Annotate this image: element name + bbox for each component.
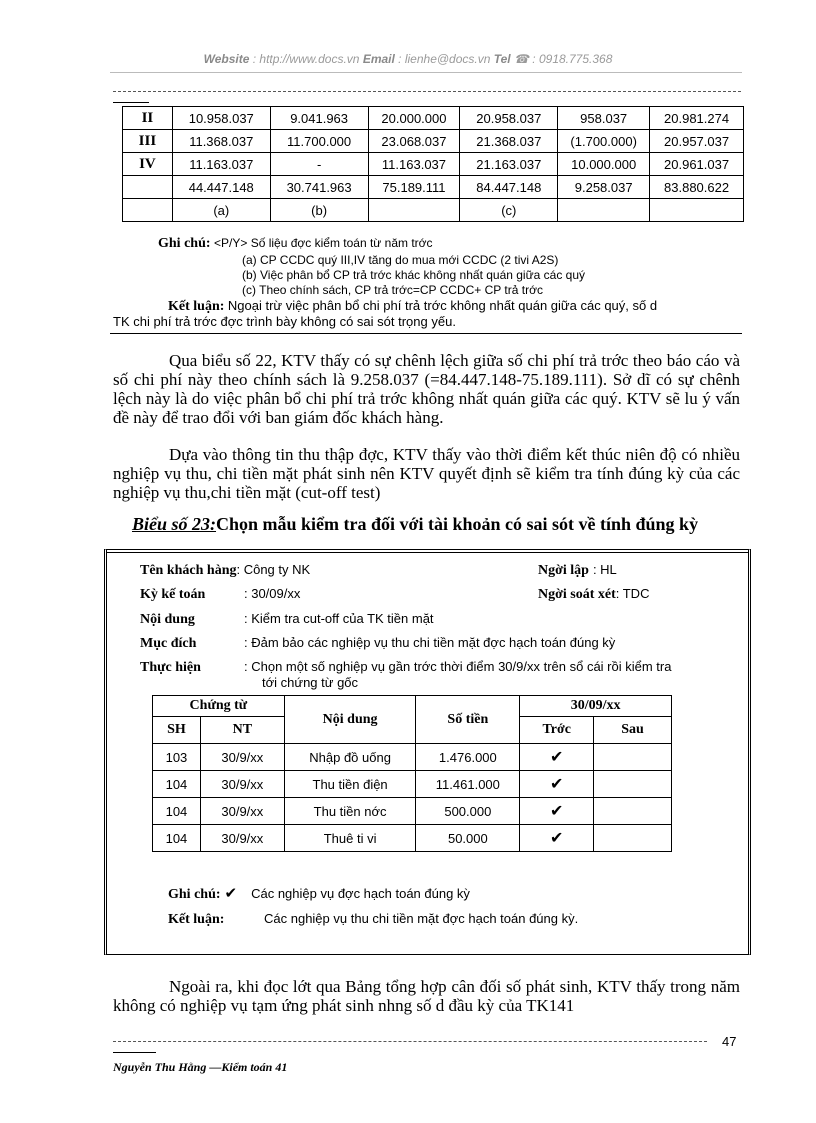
- expense-cell: 11.368.037: [172, 130, 270, 153]
- date-header: 30/09/xx: [520, 696, 672, 717]
- conclusion-line1: Ngoại trừ việc phân bổ chi phí trả trớc không nhất quán giữa các quý, số d: [227, 298, 658, 313]
- quarter-label: III: [123, 130, 173, 153]
- client-row: [140, 561, 310, 579]
- top-short-rule: [113, 102, 149, 103]
- reviewer-label: Ngời soát xét: [538, 587, 616, 602]
- expense-table: [122, 106, 744, 222]
- expense-cell: -: [270, 153, 368, 176]
- nt-header: NT: [200, 717, 284, 744]
- tel-value: : 0918.775.368: [532, 52, 613, 66]
- period-value: : 30/09/xx: [244, 586, 301, 601]
- sh-cell: 104: [153, 825, 201, 852]
- expense-cell: 84.447.148: [460, 176, 558, 199]
- quarter-label: [123, 199, 173, 222]
- tel-label: Tel: [493, 52, 511, 66]
- amount-cell: 50.000: [416, 825, 520, 852]
- before-check-cell: ✔: [520, 744, 594, 771]
- expense-cell: 10.000.000: [558, 153, 650, 176]
- amount-header: Số tiền: [416, 696, 520, 744]
- email-value[interactable]: : lienhe@docs.vn: [398, 52, 491, 66]
- footer-dash-line: [113, 1041, 707, 1042]
- figure-title-text: Chọn mẫu kiểm tra đối với tài khoản có sai sót về tính đúng kỳ: [216, 514, 699, 534]
- content-label: Nội dung: [140, 612, 195, 627]
- expense-cell: 9.041.963: [270, 107, 368, 130]
- expense-cell: 75.189.111: [368, 176, 460, 199]
- expense-cell: 11.163.037: [172, 153, 270, 176]
- expense-table-row: [123, 199, 744, 222]
- figure-number: Biểu số 23:: [132, 514, 217, 534]
- expense-table-row: [123, 107, 744, 130]
- expense-cell: 958.037: [558, 107, 650, 130]
- conclusion-line2: TK chi phí trả trớc đợc trình bày không có sai sót trọng yếu.: [113, 314, 456, 329]
- content-cell: Thu tiền điện: [284, 771, 416, 798]
- amount-cell: 1.476.000: [416, 744, 520, 771]
- expense-table-row: [123, 176, 744, 199]
- content-cell: Thu tiền nớc: [284, 798, 416, 825]
- expense-cell: (c): [460, 199, 558, 222]
- paragraph-3: Ngoài ra, khi đọc lớt qua Bảng tổng hợp cân đối số phát sinh, KTV thấy trong năm không có nghiệp vụ tạm ứng phát sinh nhng số d đầu kỳ của TK141: [113, 977, 740, 1015]
- after-header: Sau: [594, 717, 672, 744]
- cutoff-table-row: [153, 771, 672, 798]
- expense-cell: 20.958.037: [460, 107, 558, 130]
- content-cell: Nhập đồ uống: [284, 744, 416, 771]
- period-row: [140, 585, 300, 603]
- procedure-row: [140, 658, 671, 676]
- sh-cell: 104: [153, 798, 201, 825]
- client-value: : Công ty NK: [236, 562, 311, 577]
- note2-label: Ghi chú:: [168, 887, 221, 902]
- expense-cell: 11.163.037: [368, 153, 460, 176]
- before-check-cell: ✔: [520, 771, 594, 798]
- purpose-value: : Đảm bảo các nghiệp vụ thu chi tiền mặt đợc hạch toán đúng kỳ: [244, 635, 616, 650]
- content-value: : Kiểm tra cut-off của TK tiền mặt: [244, 611, 434, 626]
- expense-cell: 11.700.000: [270, 130, 368, 153]
- conclusion-1: [168, 298, 657, 315]
- expense-cell: 9.258.037: [558, 176, 650, 199]
- form-top-inner-rule: [107, 552, 748, 553]
- preparer-value: : HL: [592, 562, 617, 577]
- expense-cell: (1.700.000): [558, 130, 650, 153]
- note-item-c: (c) Theo chính sách, CP trả trớc=CP CCDC+ CP trả trớc: [242, 283, 543, 297]
- voucher-header: Chứng từ: [153, 696, 285, 717]
- expense-table-row: [123, 130, 744, 153]
- expense-cell: 10.958.037: [172, 107, 270, 130]
- after-check-cell: [594, 744, 672, 771]
- quarter-label: II: [123, 107, 173, 130]
- procedure-label: Thực hiện: [140, 660, 201, 675]
- expense-cell: 30.741.963: [270, 176, 368, 199]
- after-check-cell: [594, 798, 672, 825]
- client-label: Tên khách hàng: [140, 563, 237, 578]
- preparer-label: Ngời lập: [538, 563, 589, 578]
- note-line: [158, 236, 433, 252]
- website-label: Website: [203, 52, 250, 66]
- website-value[interactable]: : http://www.docs.vn: [252, 52, 360, 66]
- footer-short-rule: [113, 1052, 156, 1053]
- sh-header: SH: [153, 717, 201, 744]
- expense-cell: 44.447.148: [172, 176, 270, 199]
- paragraph-2: Dựa vào thông tin thu thập đợc, KTV thấy vào thời điểm kết thúc niên độ có nhiều nghiệp vụ thu, chi tiền mặt phát sinh nên KTV quyết định sẽ kiểm tra tính đúng kỳ của các nghiệp vụ thu,chi tiền mặt (cut-off test): [113, 445, 740, 502]
- note-item-b: (b) Việc phân bổ CP trả trớc khác không nhất quán giữa các quý: [242, 268, 585, 282]
- reviewer-value: : TDC: [615, 586, 650, 601]
- top-dash-line: [113, 91, 741, 92]
- conclusion2-label: Kết luận:: [168, 912, 225, 927]
- note-label: Ghi chú:: [158, 236, 211, 251]
- cutoff-table: [152, 695, 672, 852]
- cutoff-table-row: [153, 798, 672, 825]
- expense-cell: 21.163.037: [460, 153, 558, 176]
- footer-author: Nguyễn Thu Hằng —Kiểm toán 41: [113, 1060, 288, 1074]
- email-label: Email: [362, 52, 395, 66]
- expense-cell: [650, 199, 744, 222]
- expense-cell: 23.068.037: [368, 130, 460, 153]
- paragraph-1: Qua biểu số 22, KTV thấy có sự chênh lệch giữa số chi phí trả trớc theo báo cáo và số chi phí này theo chính sách là 9.258.037 (=84.447.148-75.189.111). Sở dĩ có sự chênh lệch này là do việc phân bổ chi phí trả trớc không nhất quán giữa các quý. KTV sẽ lu ý vấn đề này để trao đổi với ban giám đốc khách hàng.: [113, 351, 740, 427]
- amount-cell: 11.461.000: [416, 771, 520, 798]
- phone-icon: ☎: [514, 52, 529, 66]
- sh-cell: 104: [153, 771, 201, 798]
- nt-cell: 30/9/xx: [200, 771, 284, 798]
- expense-cell: 20.000.000: [368, 107, 460, 130]
- note-items: [242, 253, 585, 298]
- expense-cell: (a): [172, 199, 270, 222]
- section-rule-1: [110, 333, 742, 334]
- expense-cell: 20.981.274: [650, 107, 744, 130]
- page-number: 47: [722, 1034, 737, 1049]
- website-header: [0, 52, 816, 66]
- note-first: <P/Y> Số liệu đợc kiểm toán từ năm trớc: [214, 236, 433, 250]
- quarter-label: IV: [123, 153, 173, 176]
- expense-cell: 83.880.622: [650, 176, 744, 199]
- conclusion2-text: Các nghiệp vụ thu chi tiền mặt đợc hạch toán đúng kỳ.: [264, 911, 579, 926]
- purpose-label: Mục đích: [140, 636, 197, 651]
- quarter-label: [123, 176, 173, 199]
- note-item-a: (a) CP CCDC quý III,IV tăng do mua mới CCDC (2 tivi A2S): [242, 253, 559, 267]
- note2-text: Các nghiệp vụ đợc hạch toán đúng kỳ: [251, 886, 470, 901]
- expense-cell: 20.961.037: [650, 153, 744, 176]
- procedure-line2: tới chứng từ gốc: [262, 675, 359, 690]
- after-check-cell: [594, 825, 672, 852]
- figure-title: [132, 514, 698, 535]
- after-check-cell: [594, 771, 672, 798]
- before-check-cell: ✔: [520, 798, 594, 825]
- preparer-row: [538, 561, 617, 579]
- nt-cell: 30/9/xx: [200, 744, 284, 771]
- expense-cell: [558, 199, 650, 222]
- expense-cell: 20.957.037: [650, 130, 744, 153]
- expense-cell: [368, 199, 460, 222]
- conclusion-label: Kết luận:: [168, 299, 225, 314]
- cutoff-table-row: [153, 744, 672, 771]
- content-row: [140, 610, 434, 628]
- conclusion2-row: [168, 910, 578, 928]
- period-label: Kỳ kế toán: [140, 587, 206, 602]
- before-check-cell: ✔: [520, 825, 594, 852]
- note2-row: [168, 884, 470, 903]
- expense-table-row: [123, 153, 744, 176]
- content-cell: Thuê ti vi: [284, 825, 416, 852]
- reviewer-row: [538, 585, 649, 603]
- expense-cell: 21.368.037: [460, 130, 558, 153]
- procedure-line1: : Chọn một số nghiệp vụ gần trớc thời điểm 30/9/xx trên sổ cái rồi kiểm tra: [244, 659, 672, 674]
- nt-cell: 30/9/xx: [200, 825, 284, 852]
- before-header: Trớc: [520, 717, 594, 744]
- header-rule: [110, 72, 742, 73]
- sh-cell: 103: [153, 744, 201, 771]
- cutoff-table-row: [153, 825, 672, 852]
- check-icon: ✔: [224, 886, 238, 902]
- expense-cell: (b): [270, 199, 368, 222]
- purpose-row: [140, 634, 615, 652]
- nt-cell: 30/9/xx: [200, 798, 284, 825]
- content-header: Nội dung: [284, 696, 416, 744]
- amount-cell: 500.000: [416, 798, 520, 825]
